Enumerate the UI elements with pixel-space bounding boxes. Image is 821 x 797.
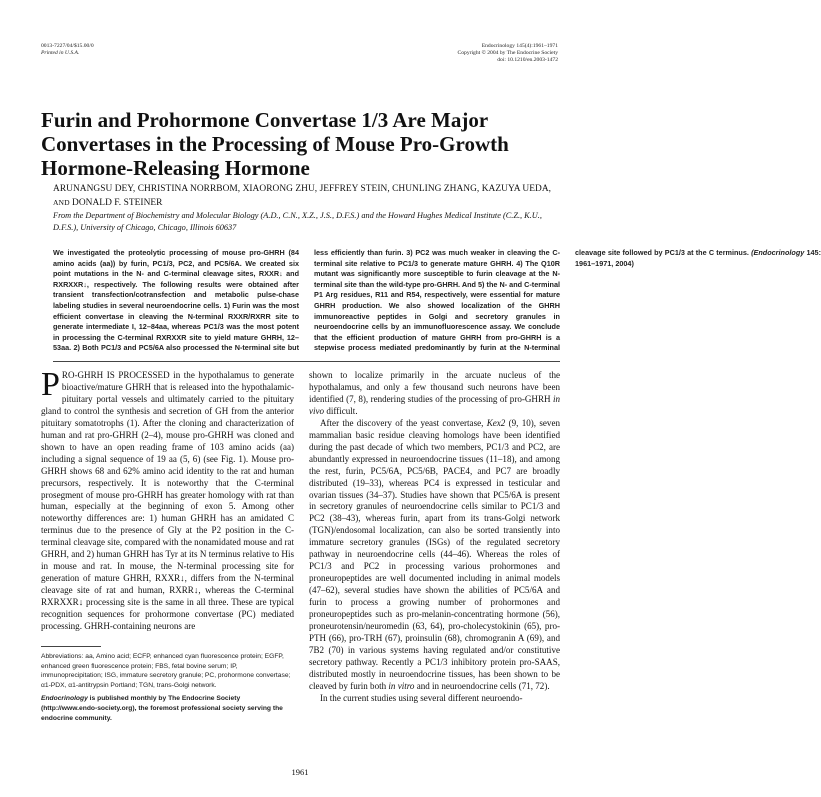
author-names: ARUNANGSU DEY, CHRISTINA NORRBOM, XIAORONG ZHU, JEFFREY STEIN, CHUNLING ZHANG, KAZUYA UEDA, [53,184,552,194]
right-p1-end: difficult. [324,405,358,416]
journal-header-right [458,43,558,64]
printed-line: Printed in U.S.A. [41,50,80,56]
body-column-right [309,370,560,705]
intro-paragraph: in the hypothalamus to generate bioactive/mature GHRH that is released into the hypothalamic-pituitary portal vessels and ultimately carried to the pituitary gland to control the synthesis and secretion of GH from the anterior pituitary somatotrophs (1). After the cloning and characterization of human and rat pro-GHRH (2–4), mouse pro-GHRH was cloned and shown to have an open reading frame of 103 amino acids (aa) including a signal sequence of 19 aa (5, 6) (see Fig. 1). Mouse pro-GHRH shows 68 and 62% amino acid identity to the rat and human precursors, respectively. It is noteworthy that the C-terminal prosegment of mouse pro-GHRH has greater homology with rat than human, especially at the beginning of exon 5. Among other noteworthy differences are: 1) human GHRH has an amidated C terminus due to the presence of Gly at the P2 position in the C-terminal cleavage site, compared with the nonamidated mouse and rat GHRH, and 2) human GHRH has Tyr at its N terminus relative to His in mouse and rat. In mouse, the N-terminal processing site for generation of mature GHRH, RXXR↓, differs from the N-terminal cleavage site of rat and human, RXRR↓, whereas the C-terminal RXRXXR↓ processing site is the same in all three. These are typical recognition sequences for prohormone convertase (PC) mediated processing. GHRH-containing neurons are [41,370,294,632]
author-last: DONALD F. STEINER [72,198,163,208]
author-and: AND [53,198,70,207]
lead-in: RO-GHRH IS PROCESSED [61,370,170,380]
article-title: Furin and Prohormone Convertase 1/3 Are Major Convertases in the Processing of Mouse Pro-Growth Hormone-Releasing Hormone [41,108,509,180]
right-p1-italic: in vivo [309,393,560,416]
right-paragraph-1 [309,370,560,418]
publisher-text: is published monthly by The Endocrine Society (http://www.endo-society.org), the foremost professional society serving the endocrine community. [41,695,283,722]
issn-line: 0013-7227/04/$15.00/0 [41,43,94,49]
abstract-citation-journal: (Endocrinology [751,248,805,257]
right-p2-body: (9, 10), seven mammalian basic residue cleaving homologs have been identified during the past decade of which two members, PC1/3 and PC2, are abundantly expressed in neuroendocrine tissues (11–18), and among the rest, furin, PC5/6A, PC5/6B, PACE4, and PC7 are broadly distributed (19–33), whereas PC4 is expressed in testicular and ovarian tissues (34–37). Studies have shown that PC5/6A is present in secretory granules of neuroendocrine cells similar to PC1/3 and PC2 (38–43), whereas furin, apart from its trans-Golgi network (TGN)/endosomal localization, can also be sorted transiently into immature secretory granules (ISGs) of the regulated secretory pathway in neuroendocrine cells (44–46). Whereas the roles of PC1/3 and PC2 in processing various prohormones and proneuropeptides are well documented including in animal models (47–62), several studies have shown the abilities of PC5/6A and furin to process a growing number of prohormones and proneuropeptides such as pro-melanin-concentrating hormone (56), proneurotensin/neuromedin (63, 64), pro-cholecystokinin (65), pro-PTH (66), pro-TRH (67), proinsulin (68), chromogranin A (69), and 7B2 (70) in various systems having regulated and/or constitutive secretory pathway. Recently a PC1/3 inhibitory protein pro-SAAS, distributed mostly in neuroendocrine tissues, has been shown to be cleaved by furin both [309,417,560,691]
doi-line: doi: 10.1210/en.2003-1472 [497,57,558,63]
right-p2-italic-2: in vitro [388,680,415,691]
right-paragraph-2 [309,418,560,693]
body-column-left [41,366,294,633]
journal-citation-line: Endocrinology 145(4):1961–1971 [481,43,558,49]
abstract [53,248,821,356]
abstract-citation-rest: 145: 1961–1971, 2004) [575,248,821,268]
page-number: 1961 [291,767,309,777]
publisher-journal: Endocrinology [41,695,88,703]
abstract-text: We investigated the proteolytic processing of mouse pro-GHRH (84 amino acids (aa)) by furin, PC1/3, PC2, and PC5/6A. We created six point mutations in the N- and C-terminal cleavage sites, RXXR↓ and RXRXXR↓, respectively. The following results were obtained after transient transfection/cotransfection and metabolic pulse-chase labeling studies in several neuroendocrine cells. 1) Furin was the most efficient convertase in cleaving the N-terminal RXXR/RXRR site to generate intermediate I, 12–84aa, whereas PC1/3 was the most potent in processing the C-terminal RXRXXR site to yield mature GHRH, 12–53aa. 2) Both PC1/3 and PC5/6A also processed the N-terminal site but less efficiently than furin. 3) PC2 was much weaker in cleaving the C-terminal site relative to PC1/3 to generate mature GHRH. 4) The Q10R mutant was significantly more susceptible to furin cleavage at the N-terminal site than the wild-type pro-GHRH. And 5) the N- and C-terminal P1 Arg residues, R11 and R54, respectively, were essential for mature GHRH production. We also showed localization of the GHRH immunoreactive peptides in Golgi and secretory granules in neuroendocrine cells by an immunofluorescence assay. We conclude that the efficient production of mature GHRH from pro-GHRH is a stepwise process mediated predominantly by furin at the N-terminal cleavage site followed by PC1/3 at the C terminus. [53,248,749,353]
author-list [53,183,563,210]
right-p1-text: shown to localize primarily in the arcuate nucleus of the hypothalamus, and only a few thousand such neurons have been identified (7, 8), rendering studies of the processing of pro-GHRH [309,370,560,404]
journal-header-left [41,43,94,57]
abbreviations-note: Abbreviations: aa, Amino acid; ECFP, enhanced cyan fluorescence protein; EGFP, enhanced green fluorescence protein; FBS, fetal bovine serum; IP, immunoprecipitation; ISG, immature secretory granule; PC, prohormone convertase; α1-PDX, α1-antitrypsin Portland; TGN, trans-Golgi network. [41,653,291,689]
right-paragraph-3: In the current studies using several different neuroendo- [320,692,523,703]
right-p2-end: and in neuroendocrine cells (71, 72). [414,680,550,691]
publisher-note [41,694,294,723]
right-p2-italic: Kex2 [486,417,506,428]
footnote-divider [41,646,101,647]
abstract-divider [53,361,560,362]
right-p2-text: After the discovery of the yeast convertase, [320,417,487,428]
drop-cap: P [41,366,60,403]
footnotes [41,652,294,727]
copyright-line: Copyright © 2004 by The Endocrine Society [457,50,558,56]
affiliation: From the Department of Biochemistry and Molecular Biology (A.D., C.N., X.Z., J.S., D.F.S.) and the Howard Hughes Medical Institute (C.Z., K.U., D.F.S.), University of Chicago, Chicago, Illinois 60637 [53,211,542,232]
